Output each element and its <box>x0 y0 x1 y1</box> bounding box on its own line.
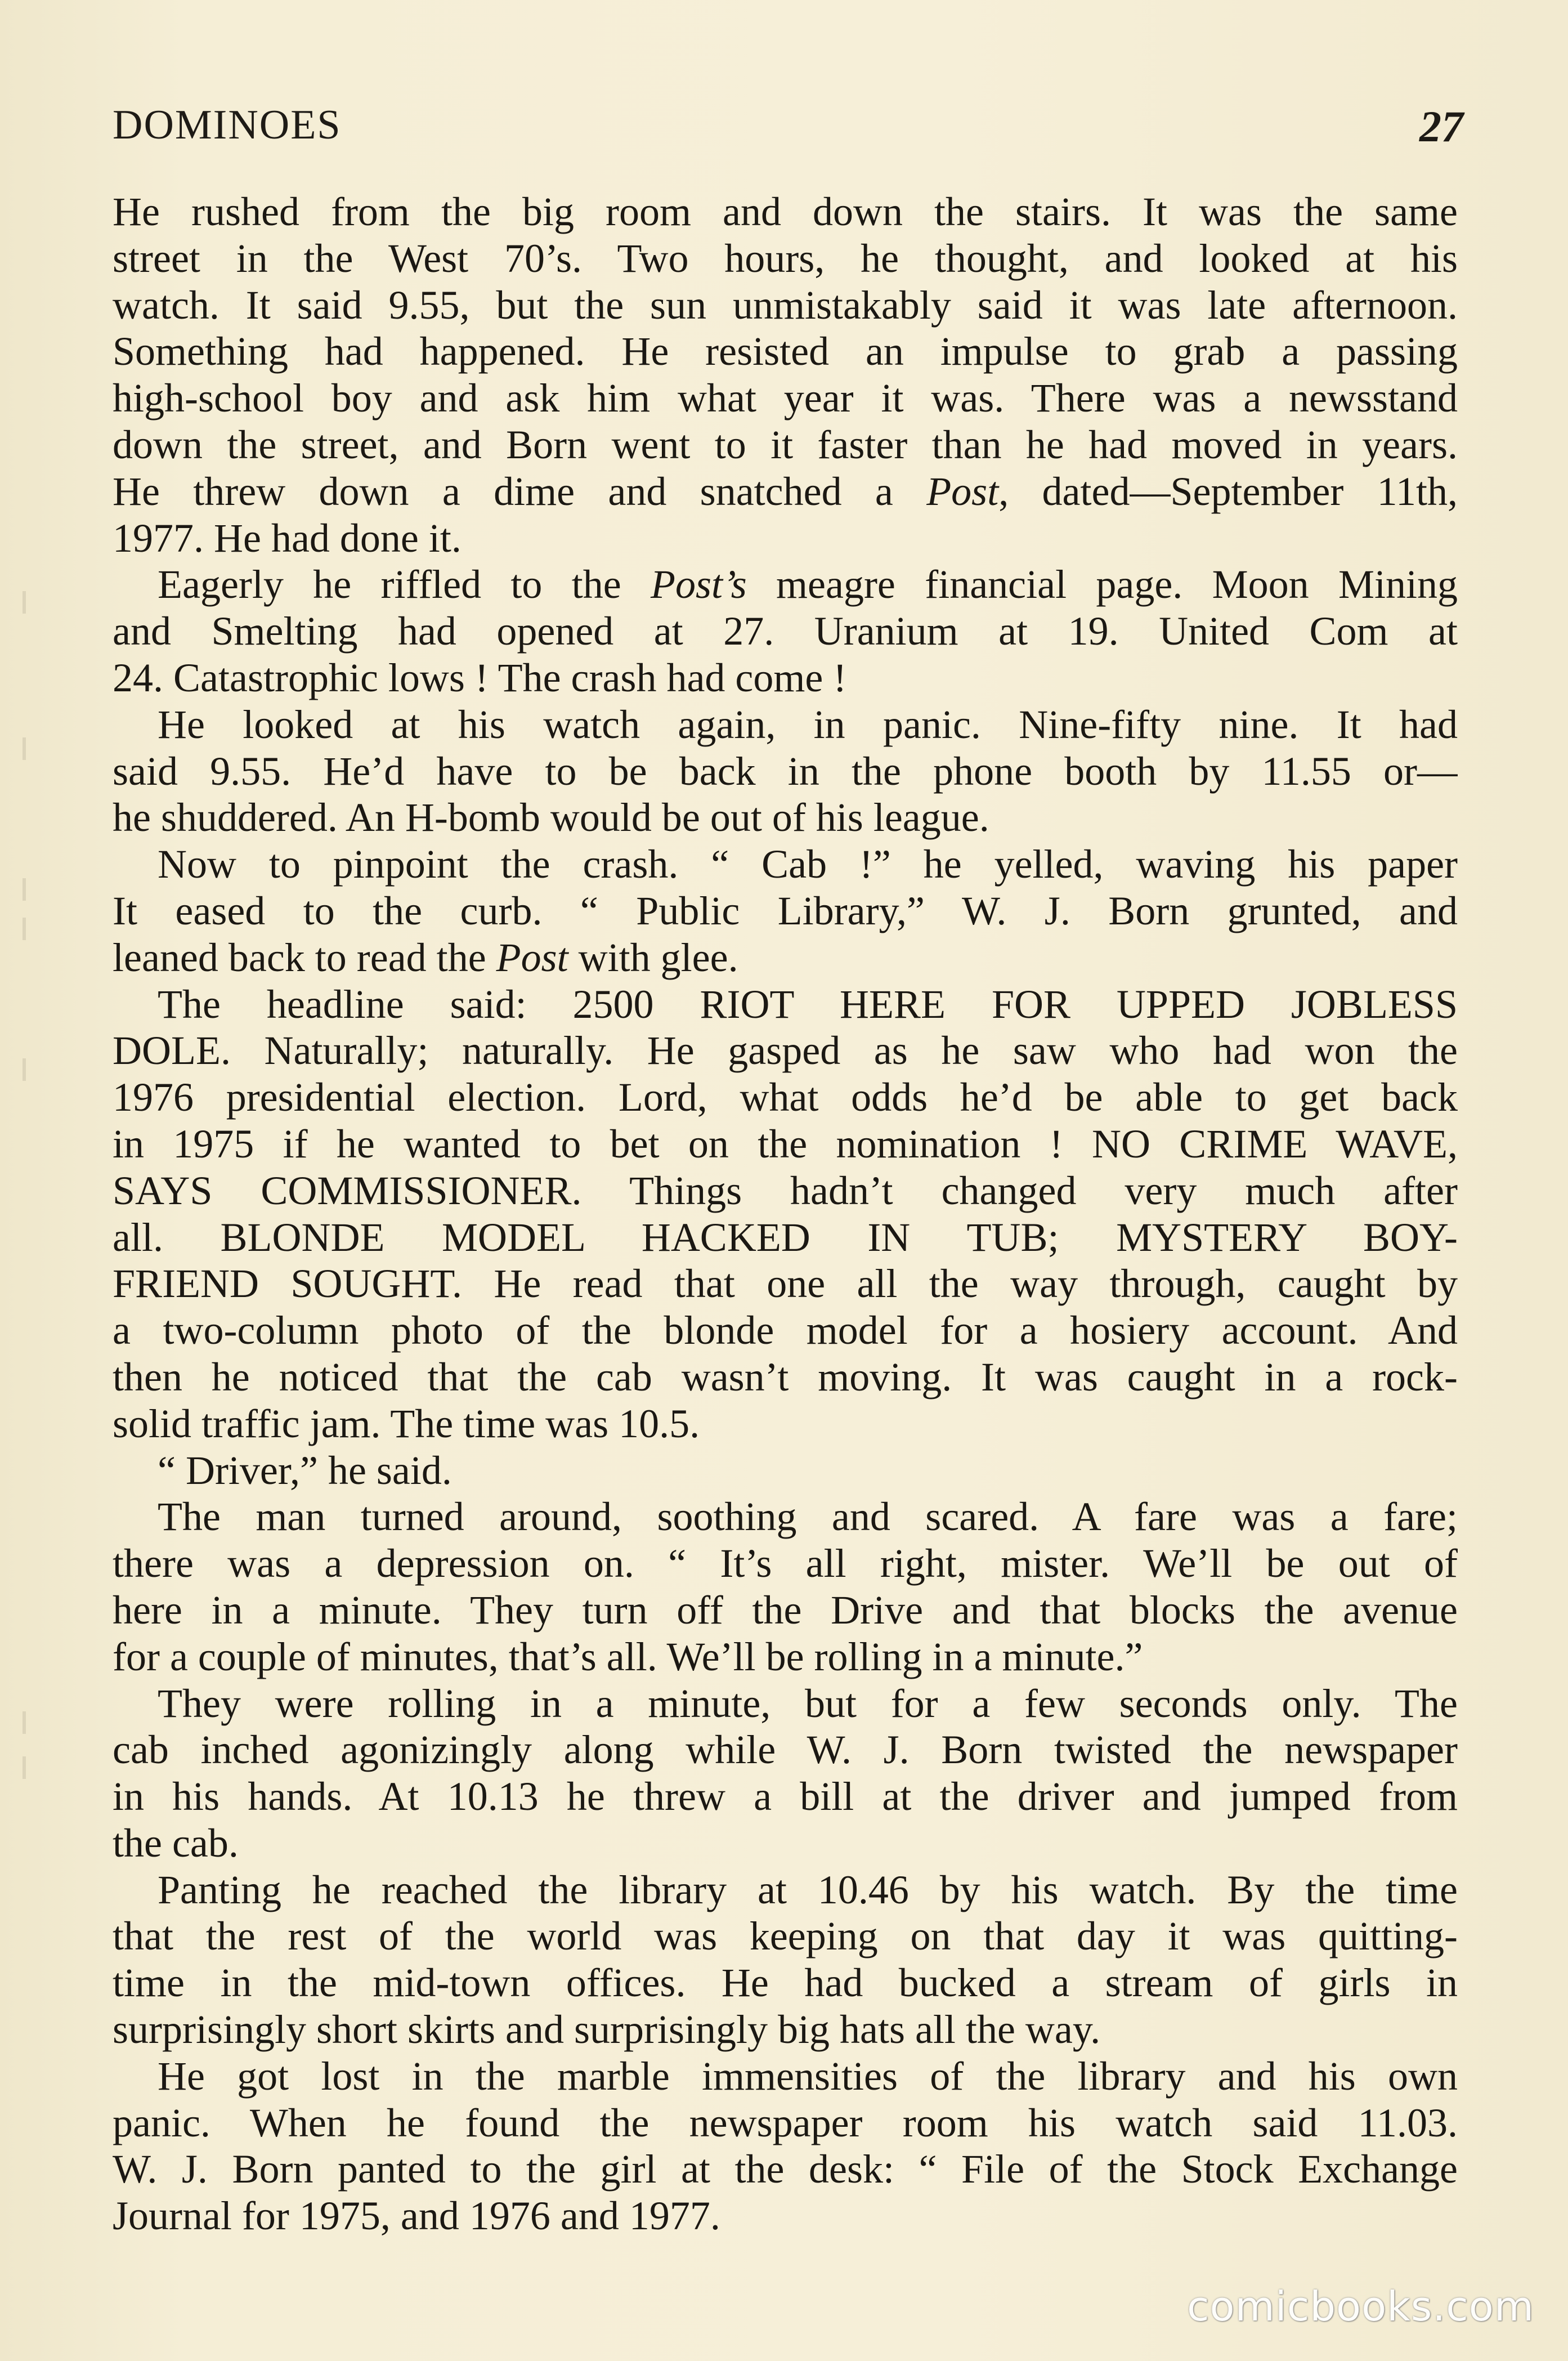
text-line: down the street, and Born went to it faster than he had moved in years. <box>113 422 1458 467</box>
text-line: 24. Catastrophic lows ! The crash had come ! <box>113 655 847 700</box>
text-line: for a couple of minutes, that’s all. We’ll be rolling in a minute.” <box>113 1634 1143 1679</box>
text-line: The headline said: 2500 RIOT HERE FOR UPPED JOBLESS <box>158 981 1458 1027</box>
text-line: surprisingly short skirts and surprisingly big hats all the way. <box>113 2007 1101 2053</box>
text-line: he shuddered. An H-bomb would be out of his league. <box>113 795 989 840</box>
text-line: street in the West 70’s. Two hours, he thought, and looked at his <box>113 235 1458 281</box>
text-line: He threw down a dime and snatched a Post, dated—September 11th, <box>113 468 1458 514</box>
text-line: here in a minute. They turn off the Drive and that blocks the avenue <box>113 1587 1458 1633</box>
text-line: solid traffic jam. The time was 10.5. <box>113 1401 700 1446</box>
running-title: DOMINOES <box>113 102 342 148</box>
paragraph <box>113 1447 1458 1494</box>
text-line: time in the mid-town offices. He had bucked a stream of girls in <box>113 1960 1458 2006</box>
page-number: 27 <box>1419 102 1463 151</box>
text-line: Something had happened. He resisted an impulse to grab a passing <box>113 329 1458 374</box>
paragraph <box>113 189 1458 561</box>
paragraph <box>113 1867 1458 2053</box>
text-line: FRIEND SOUGHT. He read that one all the way through, caught by <box>113 1261 1458 1307</box>
text-line: DOLE. Naturally; naturally. He gasped as he saw who had won the <box>113 1028 1458 1074</box>
text-line: He looked at his watch again, in panic. Nine-fifty nine. It had <box>158 701 1458 747</box>
text-line: cab inched agonizingly along while W. J. Born twisted the newspaper <box>113 1727 1458 1773</box>
text-line: W. J. Born panted to the girl at the desk: “ File of the Stock Exchange <box>113 2147 1458 2192</box>
text-line: then he noticed that the cab wasn’t moving. It was caught in a rock- <box>113 1354 1458 1399</box>
page-edge-mark <box>23 1711 26 1734</box>
text-line: the cab. <box>113 1820 239 1866</box>
text-line: in 1975 if he wanted to bet on the nomination ! NO CRIME WAVE, <box>113 1121 1458 1166</box>
paragraph <box>113 2053 1458 2239</box>
paragraph <box>113 1680 1458 1867</box>
text-line: and Smelting had opened at 27. Uranium at 19. United Com at <box>113 609 1458 654</box>
text-line: in his hands. At 10.13 he threw a bill at the driver and jumped from <box>113 1774 1458 1819</box>
text-line: watch. It said 9.55, but the sun unmistakably said it was late afternoon. <box>113 282 1458 328</box>
page-edge-mark <box>23 878 26 901</box>
text-line: 1977. He had done it. <box>113 515 462 561</box>
text-line: leaned back to read the Post with glee. <box>113 934 738 980</box>
body-text <box>113 189 1458 2239</box>
text-line: that the rest of the world was keeping on that day it was quitting- <box>113 1913 1458 1959</box>
text-line: Eagerly he riffled to the Post’s meagre financial page. Moon Mining <box>158 562 1458 607</box>
paragraph <box>113 981 1458 1447</box>
running-head <box>113 101 1463 152</box>
paragraph <box>113 1493 1458 1680</box>
text-line: Panting he reached the library at 10.46 by his watch. By the time <box>158 1867 1458 1912</box>
page-edge-mark <box>23 1756 26 1779</box>
text-line: all. BLONDE MODEL HACKED IN TUB; MYSTERY BOY- <box>113 1214 1458 1260</box>
text-line: He rushed from the big room and down the stairs. It was the same <box>113 189 1458 234</box>
page-edge-mark <box>23 737 26 760</box>
text-line: They were rolling in a minute, but for a few seconds only. The <box>158 1680 1458 1726</box>
text-line: Journal for 1975, and 1976 and 1977. <box>113 2193 720 2239</box>
paragraph <box>113 561 1458 701</box>
page-edge-mark <box>23 1058 26 1081</box>
text-line: The man turned around, soothing and scared. A fare was a fare; <box>158 1494 1458 1540</box>
text-line: SAYS COMMISSIONER. Things hadn’t changed very much after <box>113 1168 1458 1213</box>
text-line: there was a depression on. “ It’s all right, mister. We’ll be out of <box>113 1541 1458 1586</box>
watermark: comicbooks.com <box>1186 2283 1534 2330</box>
text-line: Now to pinpoint the crash. “ Cab !” he yelled, waving his paper <box>158 842 1458 887</box>
page-edge-mark <box>23 591 26 614</box>
text-line: a two-column photo of the blonde model for a hosiery account. And <box>113 1308 1458 1353</box>
paragraph <box>113 841 1458 981</box>
paragraph <box>113 701 1458 841</box>
text-line: He got lost in the marble immensities of the library and his own <box>158 2053 1458 2099</box>
text-line: said 9.55. He’d have to be back in the phone booth by 11.55 or— <box>113 748 1458 794</box>
text-line: 1976 presidential election. Lord, what odds he’d be able to get back <box>113 1075 1458 1120</box>
text-line: panic. When he found the newspaper room his watch said 11.03. <box>113 2100 1458 2145</box>
text-line: high-school boy and ask him what year it was. There was a newsstand <box>113 375 1458 421</box>
text-line: It eased to the curb. “ Public Library,” W. J. Born grunted, and <box>113 888 1458 933</box>
page-edge-mark <box>23 918 26 940</box>
text-line: “ Driver,” he said. <box>158 1447 452 1493</box>
